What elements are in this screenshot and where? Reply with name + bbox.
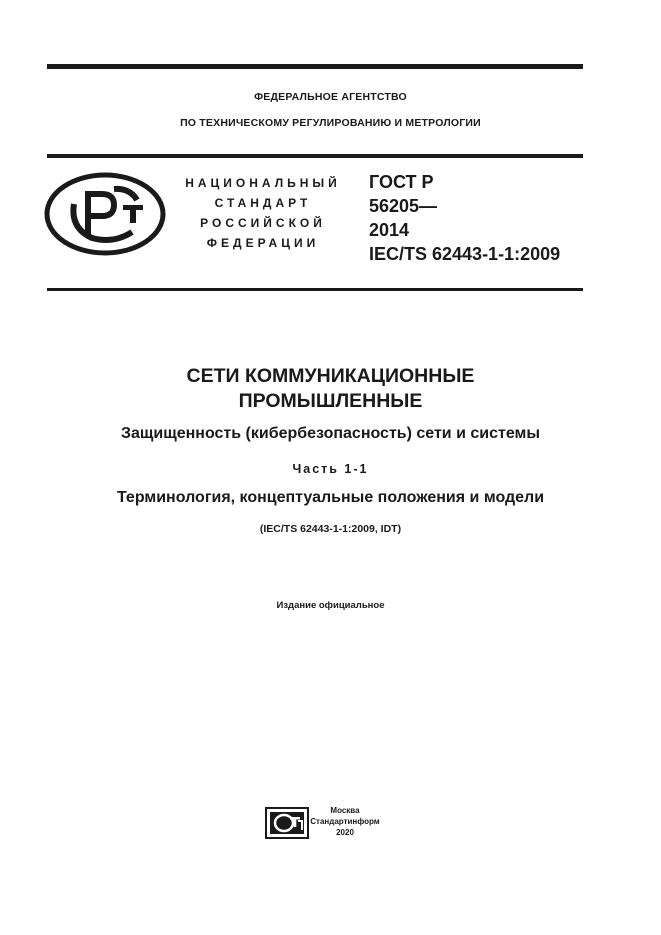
publisher-block: [310, 805, 380, 838]
gost-line-4: IEC/TS 62443-1-1:2009: [369, 244, 561, 264]
agency-line-2: ПО ТЕХНИЧЕСКОМУ РЕГУЛИРОВАНИЮ И МЕТРОЛОГИИ: [180, 117, 481, 129]
national-standard-label: [172, 173, 354, 253]
subtitle: Защищенность (кибербезопасность) сети и системы: [120, 425, 541, 442]
gost-r-logo-icon: [44, 172, 166, 256]
national-line-1: НАЦИОНАЛЬНЫЙ: [185, 176, 341, 190]
block-rule: [47, 288, 583, 291]
edition-label: Издание официальное: [276, 600, 385, 611]
national-line-4: ФЕДЕРАЦИИ: [206, 236, 320, 250]
agency-line-1: ФЕДЕРАЛЬНОЕ АГЕНТСТВО: [254, 91, 407, 103]
national-line-3: РОССИЙСКОЙ: [200, 216, 326, 230]
publisher-year: 2020: [336, 828, 354, 837]
gost-designation: [369, 170, 560, 266]
document-title: [0, 364, 661, 414]
part-number: Часть 1-1: [292, 462, 369, 476]
header-rule: [47, 154, 583, 158]
publisher-city: Москва: [330, 806, 360, 815]
title-line-2: ПРОМЫШЛЕННЫЕ: [238, 390, 423, 412]
publisher-name: Стандартинформ: [310, 817, 380, 826]
national-line-2: СТАНДАРТ: [214, 196, 312, 210]
gost-line-2: 56205—: [369, 196, 438, 216]
iec-reference: (IEC/TS 62443-1-1:2009, IDT): [259, 523, 402, 535]
title-line-1: СЕТИ КОММУНИКАЦИОННЫЕ: [186, 365, 475, 387]
standartinform-logo-icon: [264, 806, 310, 840]
gost-line-3: 2014: [369, 220, 410, 240]
part-title: Терминология, концептуальные положения и модели: [116, 489, 545, 506]
gost-line-1: ГОСТ Р: [369, 172, 434, 192]
top-rule: [47, 64, 583, 69]
